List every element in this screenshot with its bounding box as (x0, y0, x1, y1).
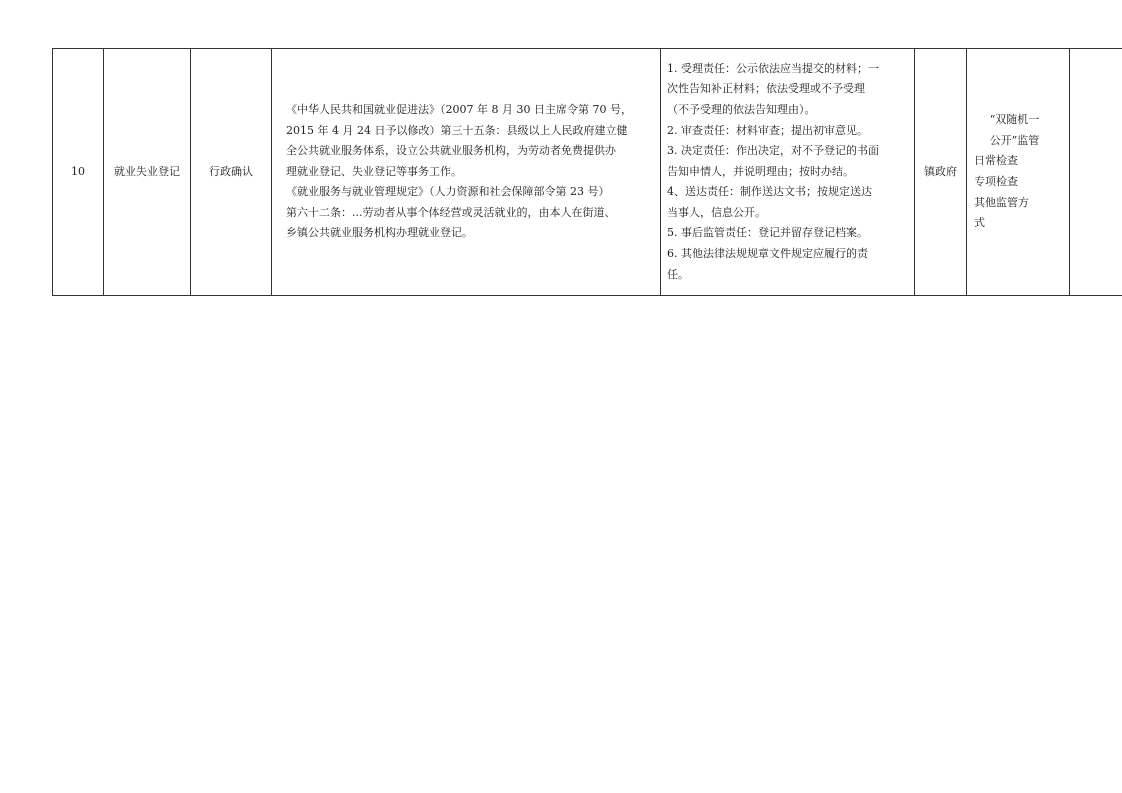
table-row (53, 49, 1122, 296)
basis-line: 理就业登记、失业登记等事务工作。 (286, 164, 462, 178)
item-type-cell: 行政确认 (191, 49, 272, 296)
supervision-line: 式 (974, 216, 985, 230)
responsibility-table (52, 48, 1122, 296)
basis-line: 第六十二条：...劳动者从事个体经营或灵活就业的，由本人在街道、 (286, 205, 616, 219)
basis-line: 《就业服务与就业管理规定》（人力资源和社会保障部令第 23 号） (286, 185, 610, 199)
duty-line: 任。 (667, 267, 689, 281)
basis-line: 乡镇公共就业服务机构办理就业登记。 (286, 226, 473, 240)
duty-line: 1. 受理责任：公示依法应当提交的材料；一 (667, 61, 879, 75)
supervision-line: 日常检查 (974, 154, 1018, 168)
duties-cell (661, 49, 915, 296)
item-name-cell: 就业失业登记 (104, 49, 191, 296)
basis-line: 2015 年 4 月 24 日予以修改）第三十五条：县级以上人民政府建立健 (286, 123, 628, 137)
duty-line: 2. 审查责任：材料审查；提出初审意见。 (667, 123, 868, 137)
department-cell: 镇政府 (915, 49, 967, 296)
duty-line: （不予受理的依法告知理由）。 (667, 102, 816, 116)
item-number-cell: 10 (53, 49, 104, 296)
duty-line: 6. 其他法律法规规章文件规定应履行的责 (667, 247, 868, 261)
duty-line: 4、送达责任：制作送达文书；按规定送达 (667, 185, 872, 199)
supervision-line: 公开”监管 (989, 133, 1040, 147)
note-cell (1070, 49, 1122, 296)
duty-line: 当事人，信息公开。 (667, 205, 766, 219)
duty-line: 5. 事后监管责任：登记并留存登记档案。 (667, 226, 868, 240)
basis-line: 全公共就业服务体系，设立公共就业服务机构，为劳动者免费提供办 (286, 144, 616, 158)
supervision-cell (967, 49, 1070, 296)
duty-line: 次性告知补正材料；依法受理或不予受理 (667, 82, 865, 96)
legal-basis-cell (272, 49, 661, 296)
supervision-line: 其他监管方 (974, 195, 1029, 209)
basis-line: 《中华人民共和国就业促进法》（2007 年 8 月 30 日主席令第 70 号， (286, 102, 632, 116)
supervision-line: 专项检查 (974, 175, 1018, 188)
duty-line: 3. 决定责任：作出决定，对不予登记的书面 (667, 144, 879, 158)
duty-line: 告知申情人，并说明理由；按时办结。 (667, 164, 854, 178)
supervision-line: “双随机一 (989, 113, 1040, 127)
